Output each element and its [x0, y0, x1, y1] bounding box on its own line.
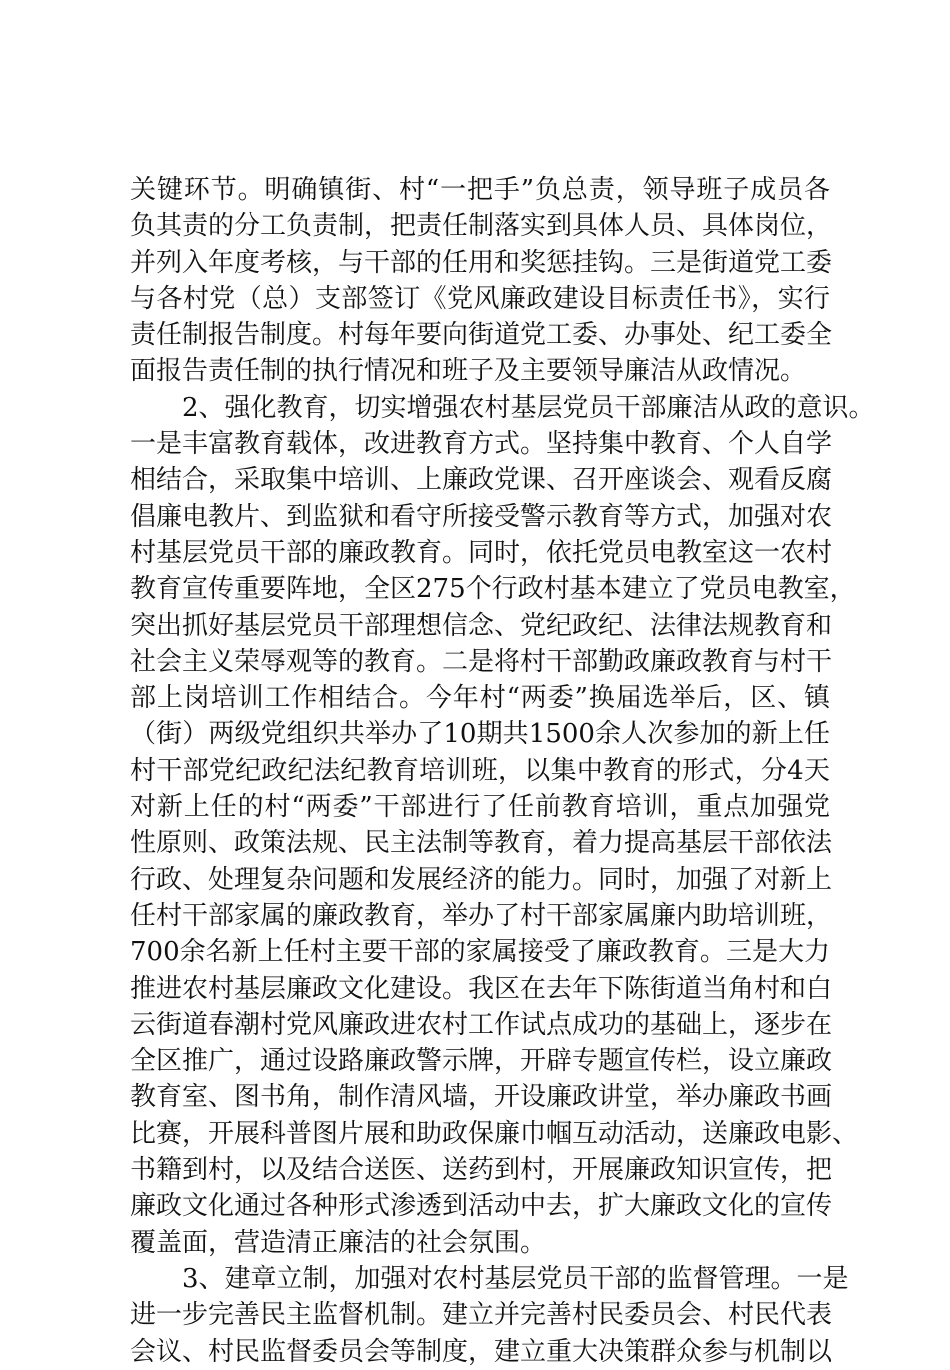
text-line: 行政、处理复杂问题和发展经济的能力。同时，加强了对新上	[130, 864, 833, 895]
text-line: 书籍到村，以及结合送医、送药到村，开展廉政知识宣传，把	[130, 1155, 833, 1186]
text-line: 责任制报告制度。村每年要向街道党工委、办事处、纪工委全	[130, 320, 833, 351]
text-line: 相结合，采取集中培训、上廉政党课、召开座谈会、观看反腐	[130, 465, 833, 496]
text-line: 负其责的分工负责制，把责任制落实到具体人员、具体岗位，	[130, 211, 833, 242]
text-line: 关键环节。明确镇街、村“一把手”负总责，领导班子成员各	[130, 175, 830, 205]
paragraph-end-line: 面报告责任制的执行情况和班子及主要领导廉洁从政情况。	[130, 356, 807, 387]
text-line: 比赛，开展科普图片展和助政保廉巾帼互动活动，送廉政电影、	[130, 1118, 859, 1149]
text-line: 全区推广，通过设路廉政警示牌，开辟专题宣传栏，设立廉政	[130, 1046, 833, 1077]
text-line: 会议、村民监督委员会等制度，建立重大决策群众参与机制以	[130, 1336, 833, 1367]
text-line: 一是丰富教育载体，改进教育方式。坚持集中教育、个人自学	[130, 429, 833, 460]
text-line: 部上岗培训工作相结合。今年村“两委”换届选举后，区、镇	[130, 683, 830, 714]
paragraph-start-line: 3、建章立制，加强对农村基层党员干部的监督管理。一是	[182, 1263, 849, 1294]
text-line: 性原则、政策法规、民主法制等教育，着力提高基层干部依法	[130, 828, 833, 859]
body-text	[130, 172, 875, 1370]
text-line: 村基层党员干部的廉政教育。同时，依托党员电教室这一农村	[130, 537, 833, 568]
text-line: 突出抓好基层党员干部理想信念、党纪政纪、法律法规教育和	[130, 610, 833, 641]
paragraph-start-line: 2、强化教育，切实增强农村基层党员干部廉洁从政的意识。	[182, 392, 875, 423]
text-line: 倡廉电教片、到监狱和看守所接受警示教育等方式，加强对农	[130, 501, 833, 532]
text-line: 700余名新上任村主要干部的家属接受了廉政教育。三是大力	[130, 937, 830, 968]
text-line: 对新上任的村“两委”干部进行了任前教育培训，重点加强党	[130, 792, 830, 823]
text-line: 与各村党（总）支部签订《党风廉政建设目标责任书》，实行	[130, 283, 830, 314]
text-line: 社会主义荣辱观等的教育。二是将村干部勤政廉政教育与村干	[130, 646, 833, 677]
text-line: 进一步完善民主监督机制。建立并完善村民委员会、村民代表	[130, 1300, 833, 1331]
text-line: 廉政文化通过各种形式渗透到活动中去，扩大廉政文化的宣传	[130, 1191, 833, 1222]
text-line: 云街道春潮村党风廉政进农村工作试点成功的基础上，逐步在	[130, 1009, 833, 1040]
text-line: 推进农村基层廉政文化建设。我区在去年下陈街道当角村和白	[130, 973, 833, 1004]
text-line: （街）两级党组织共举办了10期共1500余人次参加的新上任	[130, 719, 830, 750]
text-line: 教育室、图书角，制作清风墙，开设廉政讲堂，举办廉政书画	[130, 1082, 833, 1113]
text-line: 任村干部家属的廉政教育，举办了村干部家属廉内助培训班，	[130, 900, 833, 931]
text-line: 村干部党纪政纪法纪教育培训班，以集中教育的形式，分4天	[130, 755, 830, 786]
paragraph-end-line: 覆盖面，营造清正廉洁的社会氛围。	[130, 1227, 547, 1258]
text-line: 并列入年度考核，与干部的任用和奖惩挂钩。三是街道党工委	[130, 247, 833, 278]
text-line: 教育宣传重要阵地，全区275个行政村基本建立了党员电教室，	[130, 574, 856, 605]
